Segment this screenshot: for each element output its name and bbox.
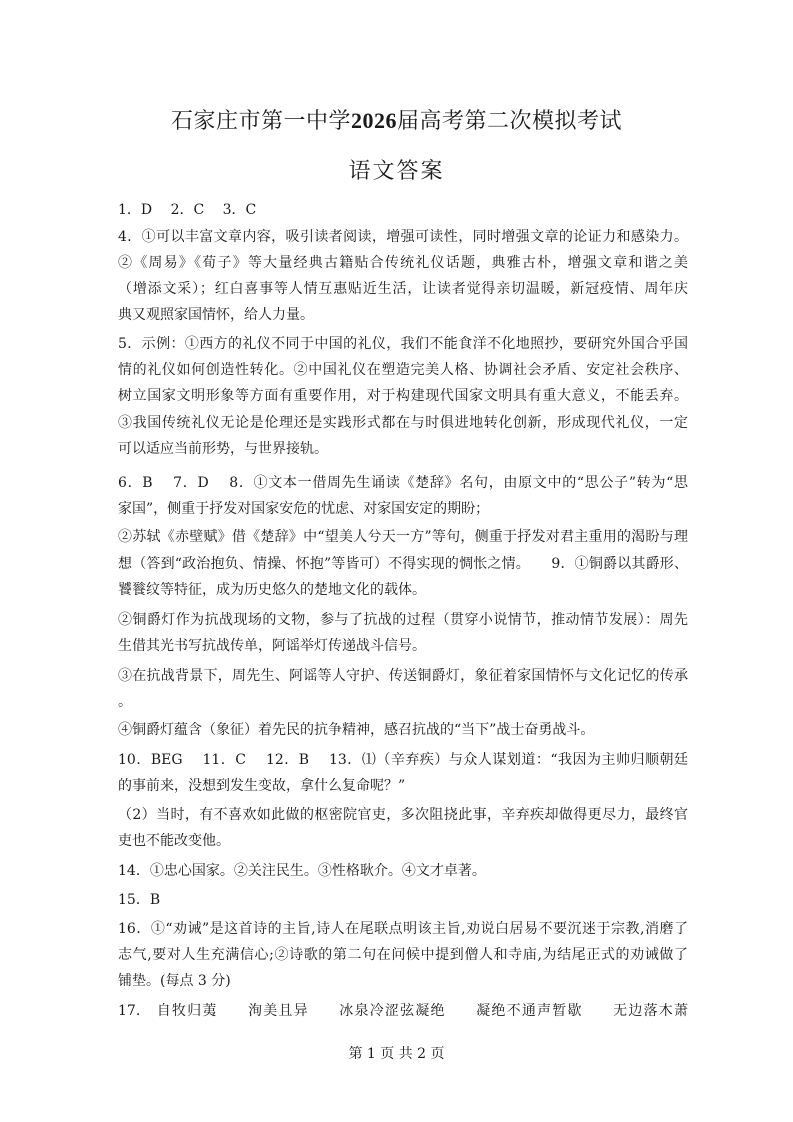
answer-line: 的事前来，没想到发生变故，拿什么复命呢？” [118, 778, 406, 794]
answer-line: 4．①可以丰富文章内容，吸引读者阅读，增强可读性，同时增强文章的论证力和感染力。 [118, 229, 688, 245]
answer-line: 5．示例：①西方的礼仪不同于中国的礼仪，我们不能食洋不化地照抄，要研究外国合乎国 [118, 336, 688, 352]
answer-line: （增添文采）；红白喜事等人情互惠贴近生活，让读者觉得亲切温暖，新冠疫情、周年庆 [118, 281, 688, 297]
answer-line: 6．B 7．D 8．①文本一借周先生诵读《楚辞》名句，由原文中的“思公子”转为“思 [118, 475, 688, 491]
page-number-footer: 第 1 页 共 2 页 [348, 1046, 445, 1062]
answer-line: ②《周易》《荀子》等大量经典古籍贴合传统礼仪话题，典雅古朴，增强文章和谐之美 [118, 255, 688, 271]
answer-line: 可以适应当前形势，与世界接轨。 [118, 441, 328, 457]
title-prefix: 石家庄市第一中学 [170, 109, 351, 134]
answer-line: 饕餮纹等特征，成为历史悠久的楚地文化的载体。 [118, 582, 426, 598]
answer-line: 吏也不能改变他。 [118, 833, 230, 849]
answer-line: 17. 自牧归荑 洵美且异 冰泉冷涩弦凝绝 凝绝不通声暂歇 无边落木萧 [118, 1003, 688, 1019]
answer-line: 铺垫。(每点 3 分) [118, 973, 231, 989]
answer-line: ④铜爵灯蕴含（象征）着先民的抗争精神，感召抗战的“当下”战士奋勇战斗。 [118, 722, 595, 738]
answer-line: ③我国传统礼仪无论是伦理还是实践形式都在与时俱进地转化创新，形成现代礼仪，一定 [118, 415, 688, 431]
answer-line: 1．D 2．C 3．C [118, 202, 257, 218]
answer-line: 志气,要对人生充满信心;②诗歌的第二句在问候中提到僧人和寺庙,为结尾正式的劝诫做了 [118, 947, 688, 963]
answer-line: 情的礼仪如何创造性转化。②中国礼仪在塑造完美人格、协调社会矛盾、安定社会秩序、 [118, 362, 688, 378]
answer-line: 。 [118, 694, 132, 710]
page-title [0, 104, 793, 135]
answer-line: 15．B [118, 892, 161, 908]
answer-line: 16．①“劝诫”是这首诗的主旨,诗人在尾联点明该主旨,劝说白居易不要沉迷于宗教,消磨了 [118, 921, 688, 937]
answer-line: ②苏轼《赤壁赋》借《楚辞》中“望美人兮天一方”等句，侧重于抒发对君主重用的渴盼与理 [118, 529, 688, 545]
answer-line: 树立国家文明形象等方面有重要作用，对于构建现代国家文明具有重大意义，不能丢弃。 [118, 388, 688, 404]
page-subtitle: 语文答案 [348, 159, 445, 184]
answer-line: （2）当时，有不喜欢如此做的枢密院官吏，多次阻挠此事，辛弃疾却做得更尽力，最终官 [118, 807, 688, 823]
answer-line: ②铜爵灯作为抗战现场的文物，参与了抗战的过程（贯穿小说情节，推动情节发展）：周先 [118, 612, 688, 628]
answer-line: 14．①忠心国家。②关注民生。③性格耿介。④文才卓著。 [118, 863, 486, 879]
answer-line: ③在抗战背景下，周先生、阿谣等人守护、传送铜爵灯，象征着家国情怀与文化记忆的传承 [118, 668, 688, 684]
title-suffix: 届高考第二次模拟考试 [397, 109, 623, 134]
answer-line: 想（答到“政治抱负、情操、怀抱”等皆可）不得实现的惆怅之情。 9．①铜爵以其爵形、 [118, 556, 688, 572]
answer-line: 家国”，侧重于抒发对国家安危的忧虑、对家国安定的期盼； [118, 501, 490, 517]
answer-line: 10．BEG 11．C 12．B 13．⑴（辛弃疾）与众人谋划道：“我因为主帅归顺朝廷 [118, 752, 688, 768]
answer-line: 生借其光书写抗战传单，阿谣举灯传递战斗信号。 [118, 638, 426, 654]
answer-line: 典又观照家国情怀，给人力量。 [118, 307, 314, 323]
title-year: 2026 [351, 108, 397, 133]
